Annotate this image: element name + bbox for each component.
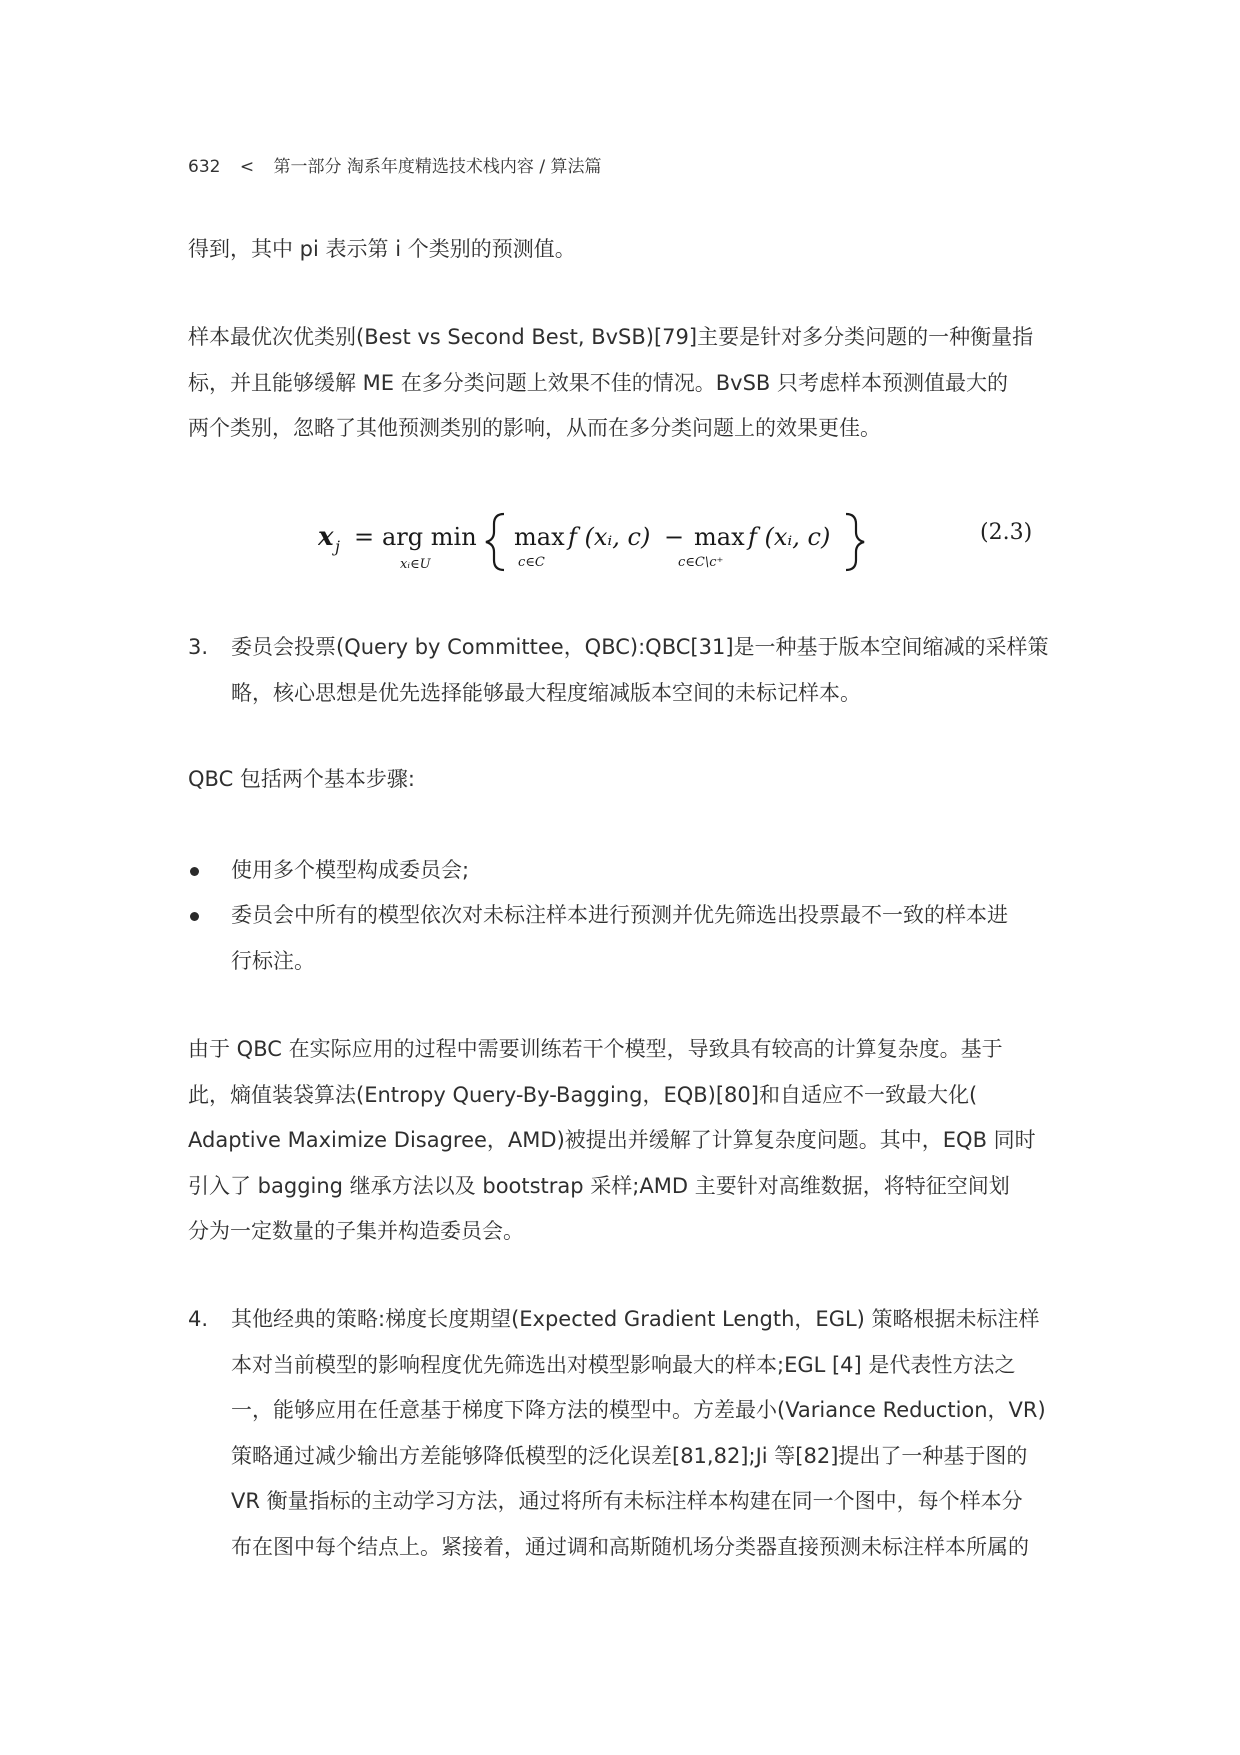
eq-max2-sub: c∈C\c⁺ <box>678 555 724 570</box>
header-separator: < <box>239 157 255 177</box>
eq-max1-sub: c∈C <box>518 555 545 570</box>
text-line: 标，并且能够缓解 ME 在多分类问题上效果不佳的情况。BvSB 只考虑样本预测值最大的 <box>188 370 1008 395</box>
paragraph-bvsb <box>188 315 1054 452</box>
eq-equals: = <box>354 523 375 551</box>
text-line: 一，能够应用在任意基于梯度下降方法的模型中。方差最小(Variance Reduction，VR) <box>231 1398 1046 1422</box>
eq-minus: − <box>664 523 685 551</box>
left-brace <box>486 514 504 570</box>
equation-2-3 <box>318 500 1048 580</box>
eq-lhs: x <box>318 522 334 552</box>
text-line: 委员会投票(Query by Committee，QBC):QBC[31]是一种基于版本空间缩减的采样策 <box>231 635 1049 659</box>
text-line: 样本最优次优类别(Best vs Second Best, BvSB)[79]主要是针对多分类问题的一种衡量指 <box>188 325 1034 349</box>
item-number: 3. <box>188 635 209 659</box>
eq-max1: max <box>514 523 565 551</box>
paragraph-qbc-complexity <box>188 1027 1054 1255</box>
right-brace <box>846 514 864 570</box>
text-line: 委员会中所有的模型依次对未标注样本进行预测并优先筛选出投票最不一致的样本进 <box>231 903 1008 927</box>
eq-argmin: arg min <box>382 523 477 551</box>
list-item-3 <box>188 625 1054 716</box>
text-line: 此，熵值装袋算法(Entropy Query-By-Bagging，EQB)[80]和自适应不一致最大化( <box>188 1082 978 1107</box>
text-line: 策略通过减少输出方差能够降低模型的泛化误差[81,82];Ji 等[82]提出了一种基于图的 <box>231 1443 1028 1468</box>
text-line: 分为一定数量的子集并构造委员会。 <box>188 1219 524 1243</box>
list-item-4 <box>188 1297 1054 1570</box>
text-line: 得到，其中 pi 表示第 i 个类别的预测值。 <box>188 237 576 261</box>
text-line: 引入了 bagging 继承方法以及 bootstrap 采样;AMD 主要针对高维数据，将特征空间划 <box>188 1173 1010 1198</box>
text-line: 两个类别，忽略了其他预测类别的影响，从而在多分类问题上的效果更佳。 <box>188 416 881 440</box>
paragraph-pi-definition <box>188 227 1054 273</box>
text-line: 本对当前模型的影响程度优先筛选出对模型影响最大的样本;EGL [4] 是代表性方法之 <box>231 1352 1016 1377</box>
bullet-dot <box>190 867 199 876</box>
text-line: 使用多个模型构成委员会; <box>231 858 470 882</box>
header-section-title: 第一部分 淘系年度精选技术栈内容 / 算法篇 <box>273 157 602 177</box>
page-number: 632 <box>188 157 221 177</box>
text-line: Adaptive Maximize Disagree，AMD)被提出并缓解了计算复杂度问题。其中，EQB 同时 <box>188 1128 1036 1152</box>
text-line: 布在图中每个结点上。紧接着，通过调和高斯随机场分类器直接预测未标注样本所属的 <box>231 1534 1029 1559</box>
bullet-item <box>188 848 1054 894</box>
text-line: 由于 QBC 在实际应用的过程中需要训练若干个模型，导致具有较高的计算复杂度。基于 <box>188 1037 1003 1061</box>
paragraph-qbc-steps <box>188 757 1054 803</box>
item-number: 4. <box>188 1307 209 1331</box>
text-line: VR 衡量指标的主动学习方法，通过将所有未标注样本构建在同一个图中，每个样本分 <box>231 1489 1023 1513</box>
eq-lhs-sub: j <box>335 537 340 556</box>
running-header <box>188 152 601 177</box>
bullet-dot <box>190 912 199 921</box>
text-line: 略，核心思想是优先选择能够最大程度缩减版本空间的未标记样本。 <box>231 680 861 705</box>
eq-f1: f (xᵢ, c) <box>568 523 651 551</box>
bullet-item <box>188 893 1054 984</box>
eq-max2: max <box>694 523 745 551</box>
eq-f2: f (xᵢ, c) <box>748 523 831 551</box>
text-line: 行标注。 <box>231 948 315 973</box>
equation-number: (2.3) <box>980 520 1033 545</box>
eq-argmin-sub: xᵢ∈U <box>400 557 431 572</box>
text-line: QBC 包括两个基本步骤: <box>188 767 415 791</box>
text-line: 其他经典的策略:梯度长度期望(Expected Gradient Length，EGL) 策略根据未标注样 <box>231 1307 1040 1331</box>
